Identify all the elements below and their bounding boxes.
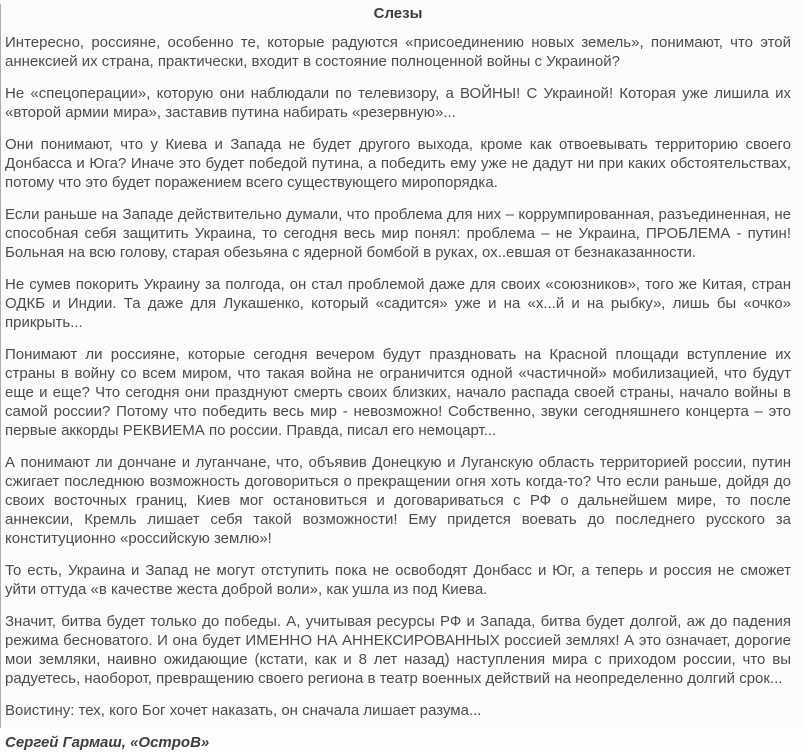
article-paragraph-8: То есть, Украина и Запад не могут отступить пока не освободят Донбасс и Юг, а теперь и россия не сможет уйти оттуда «в качестве жеста доброй воли», как ушла из под Киева. — [5, 562, 791, 598]
article-paragraph-9: Значит, битва будет только до победы. А, учитывая ресурсы РФ и Запада, битва будет долгой, аж до падения режима бесноватого. И она будет ИМЕННО НА АННЕКСИРОВАННЫХ россией землях! А это означает, дорогие мои земляки, наивно ожидающие (кстати, как и 8 лет назад) наступления мира с приходом россии, что вы радуетесь, наоборот, превращению своего региона в театр военных действий на неопределенно долгий срок... — [5, 613, 791, 687]
article-paragraph-4: Если раньше на Западе действительно думали, что проблема для них – коррумпированная, разъединенная, не способная себя защитить Украина, то сегодня весь мир понял: проблема – не Украина, ПРОБЛЕМА - путин! Больная на всю голову, старая обезьяна с ядерной бомбой в руках, ох..евшая от безнаказанности. — [5, 206, 791, 261]
article-paragraph-5: Не сумев покорить Украину за полгода, он стал проблемой даже для своих «союзников», того же Китая, стран ОДКБ и Индии. Та даже для Лукашенко, который «садится» уже и на «х...й и на рыбку», лишь бы «очко» прикрыть... — [5, 276, 791, 331]
article-signature: Сергей Гармаш, «ОстроВ» — [5, 734, 210, 751]
article-paragraph-2: Не «спецоперации», которую они наблюдали по телевизору, а ВОЙНЫ! С Украиной! Которая уже лишила их «второй армии мира», заставив путина набирать «резервную»... — [5, 85, 791, 121]
article-title: Слезы — [373, 5, 423, 22]
article-paragraph-10: Воистину: тех, кого Бог хочет наказать, он сначала лишает разума... — [5, 702, 482, 719]
article-paragraph-1: Интересно, россияне, особенно те, которые радуются «присоединению новых земель», понимают, что этой аннексией их страна, практически, входит в состояние полноценной войны с Украиной? — [5, 34, 791, 70]
article-paragraph-7: А понимают ли дончане и луганчане, что, объявив Донецкую и Луганскую область территорией россии, путин сжигает последнюю возможность договориться о прекращении огня хоть когда-то? Что если раньше, дойдя до своих восточных границ, Киев мог остановиться и договариваться с РФ о дальнейшем мире, то после аннексии, Кремль лишает себя такой возможности! Ему придется воевать до последнего русского за конституционно «российскую землю»! — [5, 454, 791, 547]
article-paragraph-6: Понимают ли россияне, которые сегодня вечером будут праздновать на Красной площади вступление их страны в войну со всем миром, что такая война не ограничится одной «частичной» мобилизацией, что будут еще и еще? Что сегодня они празднуют смерть своих близких, начало распада своей страны, начало войны в самой россии? Потому что победить весь мир - невозможно! Собственно, звуки сегодняшнего концерта – это первые аккорды РЕКВИЕМА по россии. Правда, писал его немоцарт... — [5, 346, 791, 439]
article-paragraph-3: Они понимают, что у Киева и Запада не будет другого выхода, кроме как отвоевывать территорию своего Донбасса и Юга? Иначе это будет победой путина, а победить ему уже не дадут ни при каких обстоятельствах, потому что это будет поражением всего существующего миропорядка. — [5, 136, 791, 191]
article-page — [0, 4, 804, 751]
